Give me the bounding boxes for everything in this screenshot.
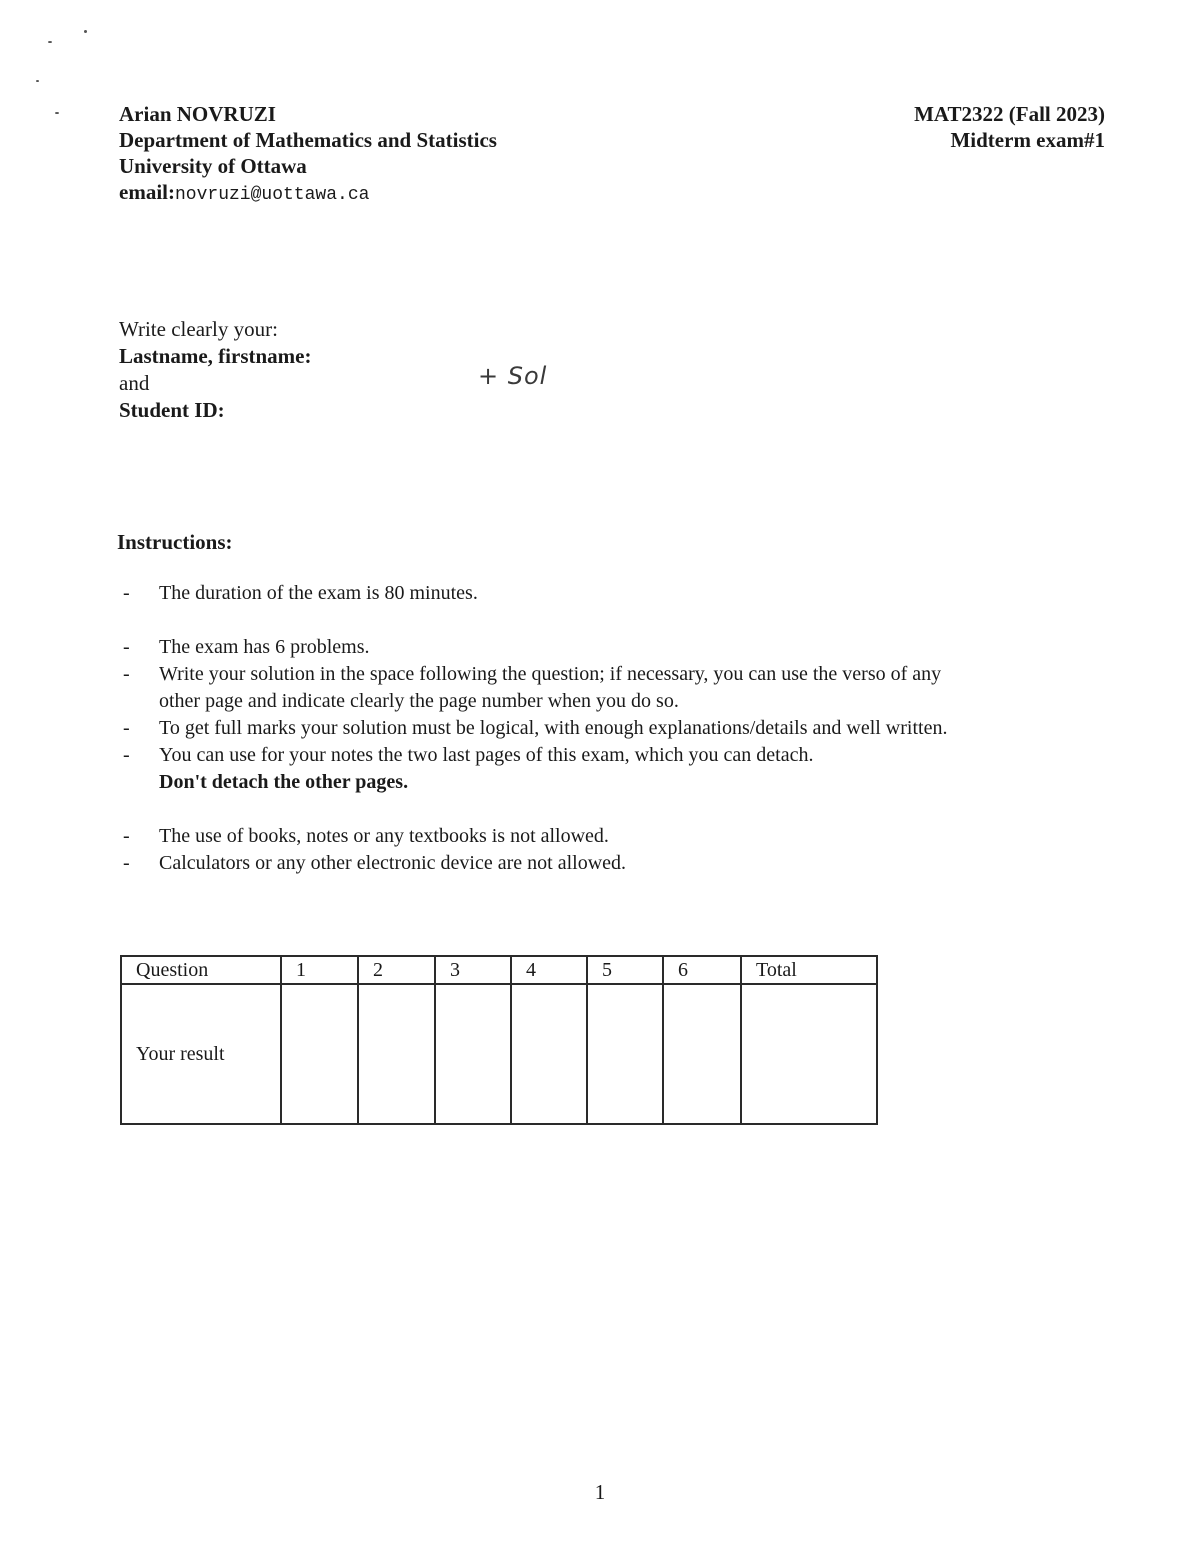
instruction-text: Write your solution in the space following the question; if necessary, you can use the verso of any other page and indicate clearly the page number when you do so. [159, 663, 942, 712]
question-header-cell: Question [121, 956, 281, 984]
bullet-dash: - [123, 582, 130, 604]
author-name: Arian NOVRUZI [119, 102, 276, 126]
handwritten-note: + Sol [478, 362, 548, 390]
result-cell[interactable] [281, 984, 358, 1124]
total-header-cell: Total [741, 956, 877, 984]
bullet-dash: - [123, 717, 130, 739]
email-label: email: [119, 180, 175, 204]
bullet-dash: - [123, 852, 130, 874]
instruction-item [123, 634, 973, 661]
exam-title: Midterm exam#1 [950, 128, 1105, 152]
result-cell[interactable] [435, 984, 511, 1124]
question-number-cell: 6 [663, 956, 741, 984]
instruction-item [123, 850, 973, 877]
question-number-cell: 4 [511, 956, 587, 984]
student-id-label: Student ID: [119, 398, 225, 422]
scan-speck [84, 30, 87, 33]
result-cell[interactable] [663, 984, 741, 1124]
department: Department of Mathematics and Statistics [119, 128, 497, 152]
bullet-dash: - [123, 825, 130, 847]
instruction-item [123, 823, 973, 850]
bullet-dash: - [123, 744, 130, 766]
instruction-item [123, 580, 973, 607]
page-number: 1 [594, 1480, 606, 1504]
scan-speck [36, 80, 39, 82]
course-title: MAT2322 (Fall 2023) [914, 102, 1105, 126]
email-line [119, 179, 497, 208]
instruction-text: The use of books, notes or any textbooks is not allowed. [159, 825, 609, 847]
table-result-row [121, 984, 877, 1124]
results-table [120, 955, 878, 1125]
result-cell[interactable] [358, 984, 435, 1124]
bullet-dash: - [123, 663, 130, 685]
course-block [914, 101, 1105, 153]
scan-speck [48, 41, 52, 43]
question-number-cell: 1 [281, 956, 358, 984]
instructions-list [123, 580, 973, 877]
instruction-emphasis: Don't detach the other pages. [159, 771, 409, 793]
scan-speck [55, 112, 59, 114]
instruction-item [123, 742, 973, 796]
name-label: Lastname, firstname: [119, 344, 312, 368]
question-number-cell: 2 [358, 956, 435, 984]
instruction-item [123, 715, 973, 742]
question-number-cell: 3 [435, 956, 511, 984]
and-text: and [119, 371, 150, 395]
total-result-cell[interactable] [741, 984, 877, 1124]
instruction-text: To get full marks your solution must be logical, with enough explanations/details and well written. [159, 717, 948, 739]
instruction-item [123, 661, 973, 715]
result-label-cell: Your result [121, 984, 281, 1124]
identification-block [119, 316, 311, 424]
instructions-title: Instructions: [117, 530, 233, 554]
instruction-text: The exam has 6 problems. [159, 636, 370, 658]
result-cell[interactable] [587, 984, 663, 1124]
email-address[interactable]: novruzi@uottawa.ca [174, 185, 370, 205]
instruction-text: The duration of the exam is 80 minutes. [159, 582, 478, 604]
instruction-text: Calculators or any other electronic device are not allowed. [159, 852, 627, 874]
result-cell[interactable] [511, 984, 587, 1124]
author-block [119, 101, 497, 208]
bullet-dash: - [123, 636, 130, 658]
university: University of Ottawa [119, 154, 307, 178]
instruction-text: You can use for your notes the two last pages of this exam, which you can detach. [159, 744, 814, 766]
table-header-row [121, 956, 877, 984]
question-number-cell: 5 [587, 956, 663, 984]
identification-prompt: Write clearly your: [119, 317, 278, 341]
